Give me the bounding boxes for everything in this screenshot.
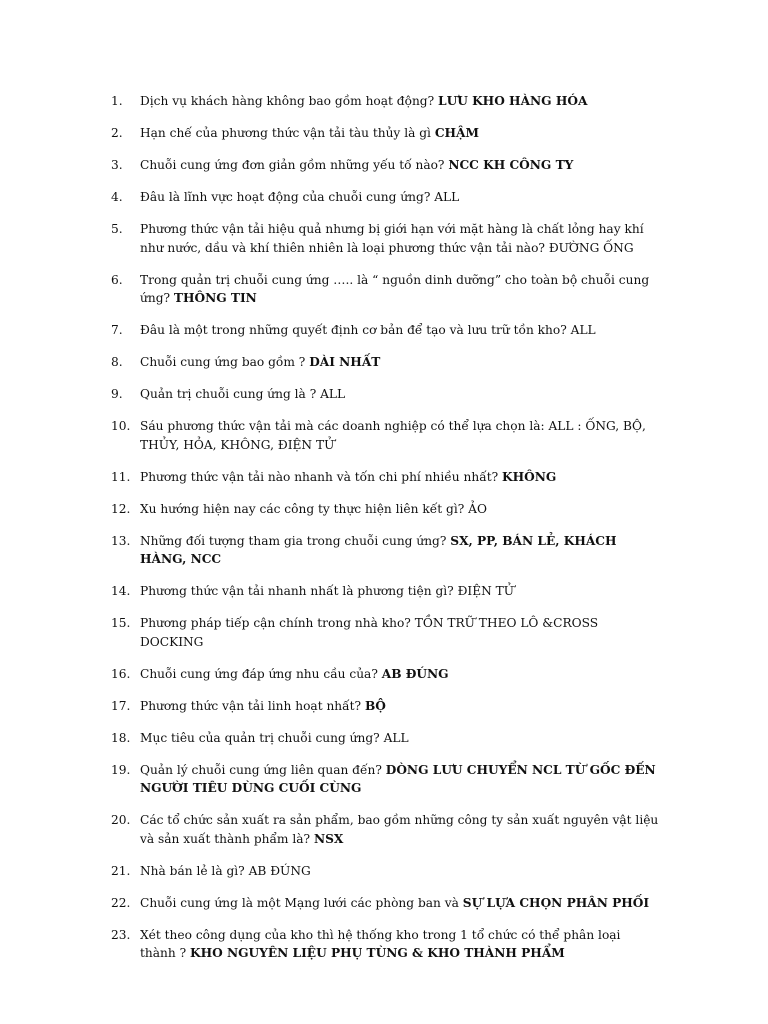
question-item — [111, 417, 660, 454]
question-number: 8. — [111, 355, 123, 369]
question-number: 14. — [111, 584, 131, 598]
question-text: Phương thức vận tải nhanh nhất là phương tiện gì? — [140, 584, 458, 598]
question-item — [111, 862, 660, 881]
question-number: 11. — [111, 469, 131, 484]
question-text: Chuỗi cung ứng bao gồm ? — [140, 355, 310, 369]
question-item — [111, 353, 660, 372]
question-text: Mục tiêu của quản trị chuỗi cung ứng? — [140, 730, 384, 745]
question-answer: KHÔNG — [502, 469, 557, 484]
question-number: 2. — [111, 126, 123, 140]
question-text: Quản trị chuỗi cung ứng là ? — [140, 387, 321, 401]
question-number: 20. — [111, 813, 131, 827]
question-number: 15. — [111, 616, 131, 630]
question-text: Phương thức vận tải hiệu quả nhưng bị giới hạn với mặt hàng là chất lỏng hay khí như nước, dầu và khí thiên nhiên là loại phương thức vận tải nào? — [140, 222, 644, 255]
question-answer: TỒN TRỮ THEO LÔ &CROSS DOCKING — [140, 616, 599, 649]
question-number: 23. — [111, 927, 131, 942]
question-number: 13. — [111, 533, 131, 548]
question-text: Các tổ chức sản xuất ra sản phẩm, bao gồm những công ty sản xuất nguyên vật liệu và sản xuất thành phẩm là? — [140, 813, 659, 846]
question-answer: AB ĐÚNG — [381, 666, 449, 681]
question-text: Hạn chế của phương thức vận tải tàu thủy là gì — [140, 126, 435, 140]
question-answer: DÒNG LƯU CHUYỂN NCL TỪ GỐC ĐẾN NGƯỜI TIÊU DÙNG CUỐI CÙNG — [140, 762, 656, 795]
question-answer: ĐƯỜNG ỐNG — [548, 240, 634, 255]
question-number: 22. — [111, 895, 131, 910]
question-item — [111, 271, 660, 308]
question-number: 17. — [111, 698, 131, 713]
question-item — [111, 321, 660, 340]
question-text: Trong quản trị chuỗi cung ứng ….. là “ nguồn dinh dưỡng” cho toàn bộ chuỗi cung ứng? — [140, 272, 650, 305]
question-number: 10. — [111, 419, 131, 433]
question-item — [111, 92, 660, 111]
question-item — [111, 811, 660, 848]
question-answer: DÀI NHẤT — [309, 355, 381, 369]
question-answer: ĐIỆN TỬ — [457, 584, 515, 598]
question-item — [111, 697, 660, 716]
question-answer: ALL — [383, 730, 409, 745]
question-answer: CHẬM — [434, 126, 479, 140]
question-number: 1. — [111, 94, 123, 108]
question-list — [0, 92, 768, 963]
question-answer: ALL — [320, 387, 346, 401]
question-answer: SX, PP, BÁN LẺ, KHÁCH HÀNG, NCC — [140, 533, 617, 566]
question-number: 3. — [111, 158, 123, 172]
question-text: Chuỗi cung ứng đáp ứng nhu cầu của? — [140, 666, 382, 681]
question-answer: SỰ LỰA CHỌN PHÂN PHỐI — [462, 895, 650, 910]
question-item — [111, 385, 660, 404]
question-text: Phương thức vận tải nào nhanh và tốn chi phí nhiều nhất? — [140, 469, 502, 484]
question-text: Đâu là lĩnh vực hoạt động của chuỗi cung ứng? — [140, 190, 435, 204]
question-text: Xu hướng hiện nay các công ty thực hiện liên kết gì? — [140, 501, 469, 516]
question-number: 16. — [111, 666, 131, 681]
question-text: Nhà bán lẻ là gì? — [140, 863, 249, 878]
question-item — [111, 532, 660, 569]
question-text: Những đối tượng tham gia trong chuỗi cung ứng? — [140, 533, 451, 548]
question-item — [111, 926, 660, 963]
question-item — [111, 156, 660, 175]
question-text: Chuỗi cung ứng là một Mạng lưới các phòng ban và — [140, 895, 463, 910]
question-answer: NCC KH CÔNG TY — [448, 158, 574, 172]
question-number: 18. — [111, 730, 131, 745]
question-item — [111, 894, 660, 913]
question-text: Phương thức vận tải linh hoạt nhất? — [140, 698, 365, 713]
question-text: Chuỗi cung ứng đơn giản gồm những yếu tố nào? — [140, 158, 449, 172]
question-text: Xét theo công dụng của kho thì hệ thống kho trong 1 tổ chức có thể phân loại thành ? — [140, 927, 621, 960]
question-text: Đâu là một trong những quyết định cơ bản để tạo và lưu trữ tồn kho? — [140, 323, 571, 337]
question-item — [111, 500, 660, 519]
question-item — [111, 188, 660, 207]
question-number: 12. — [111, 501, 131, 516]
question-answer: ALL — [434, 190, 460, 204]
question-answer: NSX — [313, 831, 344, 846]
question-item — [111, 665, 660, 684]
question-answer: ALL : ỐNG, BỘ, THỦY, HỎA, KHÔNG, ĐIỆN TỬ — [140, 419, 646, 452]
question-answer: ALL — [570, 323, 596, 337]
question-answer: KHO NGUYÊN LIỆU PHỤ TÙNG & KHO THÀNH PHẨM — [190, 946, 565, 960]
question-answer: ẢO — [468, 501, 487, 516]
question-number: 21. — [111, 863, 131, 878]
question-answer: AB ĐÚNG — [248, 863, 311, 878]
question-item — [111, 468, 660, 487]
question-item — [111, 582, 660, 601]
question-item — [111, 729, 660, 748]
question-answer: THÔNG TIN — [173, 291, 257, 305]
question-item — [111, 761, 660, 798]
question-number: 9. — [111, 387, 123, 401]
question-item — [111, 614, 660, 651]
question-number: 5. — [111, 222, 123, 236]
question-text: Quản lý chuỗi cung ứng liên quan đến? — [140, 762, 386, 777]
question-answer: BỘ — [364, 698, 386, 713]
question-answer: LƯU KHO HÀNG HÓA — [438, 94, 588, 108]
question-number: 4. — [111, 190, 123, 204]
question-item — [111, 124, 660, 143]
question-text: Sáu phương thức vận tải mà các doanh nghiệp có thể lựa chọn là: — [140, 419, 549, 433]
question-text: Dịch vụ khách hàng không bao gồm hoạt động? — [140, 94, 439, 108]
question-number: 7. — [111, 323, 123, 337]
question-number: 6. — [111, 272, 123, 287]
question-number: 19. — [111, 762, 131, 777]
question-item — [111, 220, 660, 257]
question-text: Phương pháp tiếp cận chính trong nhà kho? — [140, 616, 415, 630]
